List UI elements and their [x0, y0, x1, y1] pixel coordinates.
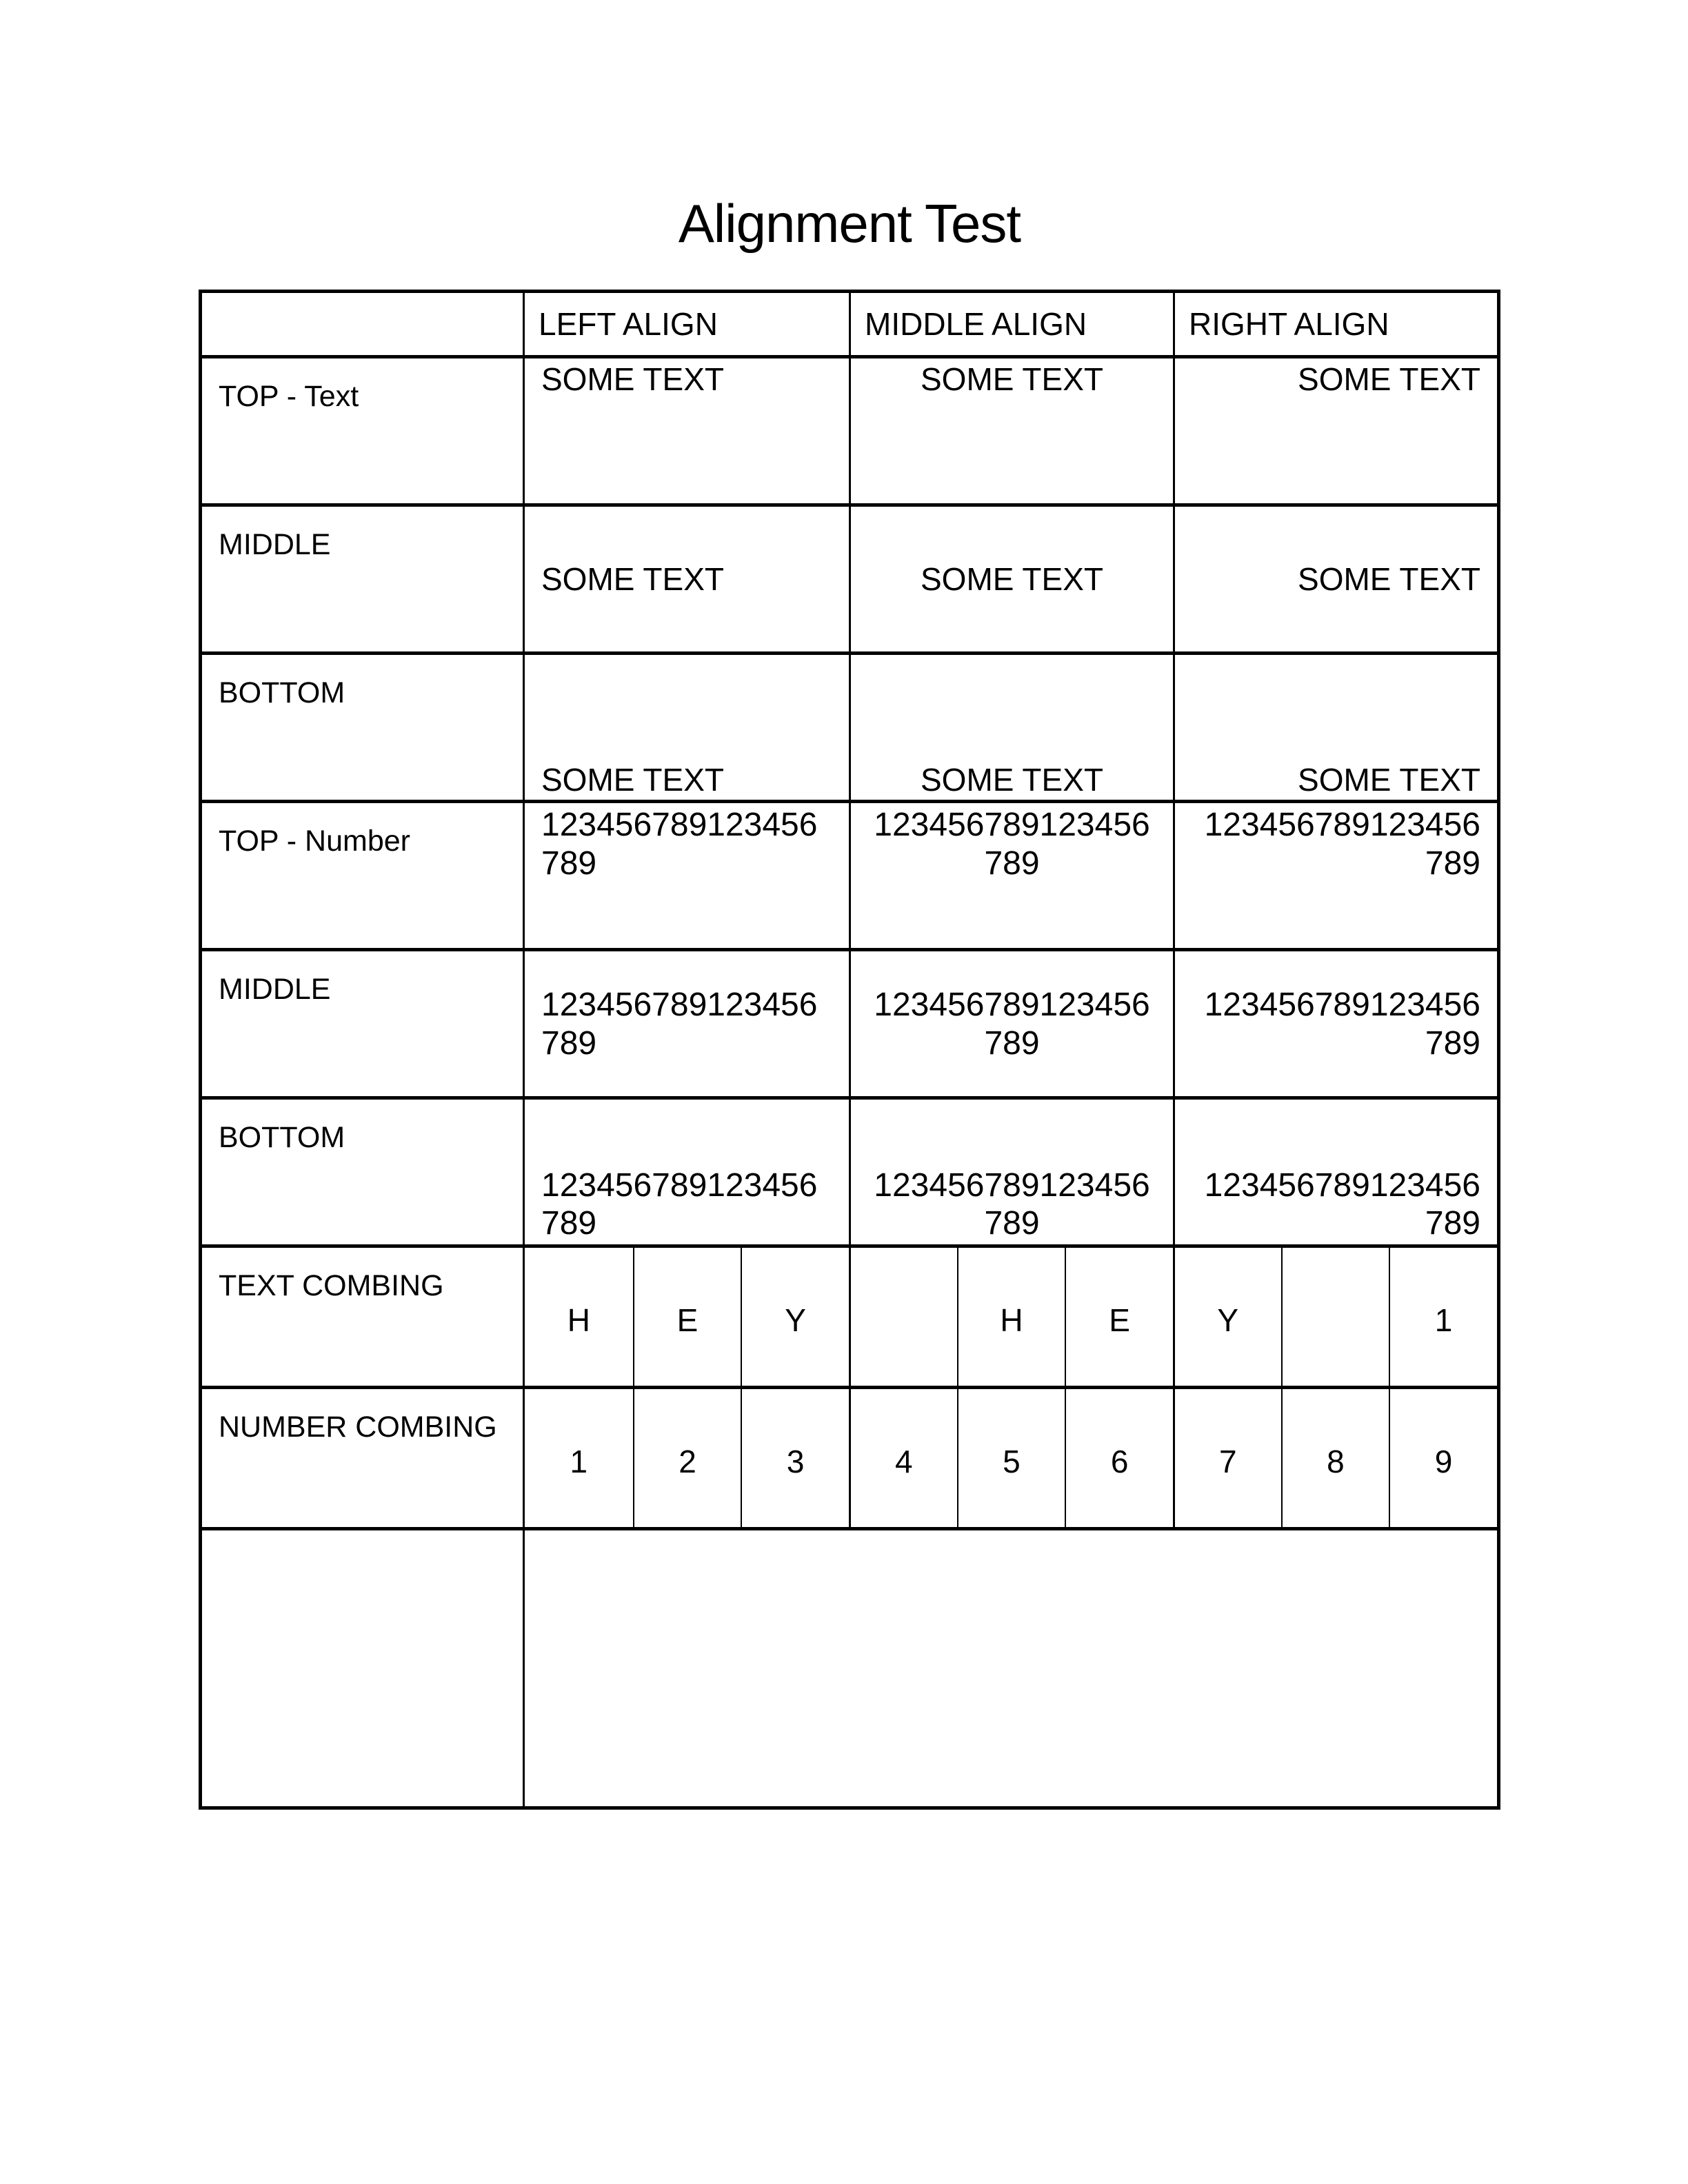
table-header-row: [202, 293, 1497, 358]
number-combing-cell-1: 1: [570, 1444, 588, 1479]
cell-top-text-middle: SOME TEXT: [849, 358, 1173, 503]
text-combing-cell-6: E: [1065, 1248, 1173, 1386]
table-row-bottom-number: [202, 1100, 1497, 1248]
row-label-top-number: TOP - Number: [202, 803, 525, 948]
cell-middle-number-left: 123456789123456789: [541, 987, 818, 1062]
row-label-number-combing: NUMBER COMBING: [202, 1389, 525, 1527]
header-cell-empty: [202, 293, 525, 355]
page-title: Alignment Test: [678, 193, 1021, 254]
cell-top-text-right: SOME TEXT: [1173, 358, 1497, 503]
table-row-empty: [202, 1530, 1497, 1806]
number-combing-cell-3: 3: [741, 1389, 849, 1527]
row-label-middle-number: MIDDLE: [202, 951, 525, 1096]
cell-middle-number-right: 123456789123456789: [1173, 951, 1497, 1096]
cell-middle-number-middle: 123456789123456789: [849, 951, 1173, 1096]
text-combing-cell-4: [849, 1248, 957, 1386]
row-label-middle-text: MIDDLE: [202, 507, 525, 651]
row-label-bottom-number: BOTTOM: [202, 1100, 525, 1244]
number-combing-cell-8: 8: [1281, 1389, 1389, 1527]
number-combing-cell-9: 9: [1389, 1389, 1497, 1527]
number-combing-cell-2: 2: [633, 1389, 741, 1527]
cell-middle-text-left: SOME TEXT: [541, 561, 724, 598]
header-cell-right-align: RIGHT ALIGN: [1173, 293, 1497, 355]
row-label-text-combing: TEXT COMBING: [202, 1248, 525, 1386]
table-row-middle-text: [202, 507, 1497, 655]
cell-middle-text-middle: SOME TEXT: [849, 507, 1173, 651]
number-combing-cell-5: 5: [957, 1389, 1065, 1527]
table-row-text-combing: [202, 1248, 1497, 1389]
cell-bottom-text-right: SOME TEXT: [1173, 655, 1497, 800]
header-cell-left-align: LEFT ALIGN: [539, 306, 718, 342]
cell-bottom-number-left: 123456789123456789: [541, 1166, 818, 1242]
row-label-empty: [202, 1530, 525, 1806]
text-combing-cell-3: Y: [741, 1248, 849, 1386]
text-combing-cell-9: 1: [1389, 1248, 1497, 1386]
text-combing-cell-7: Y: [1173, 1248, 1281, 1386]
cell-bottom-text-left: SOME TEXT: [541, 761, 724, 798]
cell-middle-text-right: SOME TEXT: [1173, 507, 1497, 651]
number-combing-cell-4: 4: [849, 1389, 957, 1527]
table-row-top-number: [202, 803, 1497, 951]
number-combing-cell-7: 7: [1173, 1389, 1281, 1527]
cell-bottom-text-middle: SOME TEXT: [849, 655, 1173, 800]
cell-empty-wide: [525, 1530, 1497, 1806]
header-cell-middle-align: MIDDLE ALIGN: [849, 293, 1173, 355]
row-label-bottom-text: BOTTOM: [202, 655, 525, 800]
text-combing-cell-1: H: [567, 1302, 590, 1338]
cell-bottom-number-middle: 123456789123456789: [849, 1100, 1173, 1244]
text-combing-cell-5: H: [957, 1248, 1065, 1386]
table-row-bottom-text: [202, 655, 1497, 803]
cell-top-text-left: SOME TEXT: [541, 361, 724, 397]
number-combing-cell-6: 6: [1065, 1389, 1173, 1527]
cell-top-number-right: 123456789123456789: [1173, 803, 1497, 948]
text-combing-cell-8: [1281, 1248, 1389, 1386]
text-combing-cell-2: E: [633, 1248, 741, 1386]
cell-top-number-middle: 123456789123456789: [849, 803, 1173, 948]
table-row-middle-number: [202, 951, 1497, 1100]
cell-top-number-left: 123456789123456789: [541, 807, 818, 882]
table-row-number-combing: [202, 1389, 1497, 1530]
alignment-table: [199, 290, 1500, 1810]
table-row-top-text: [202, 358, 1497, 507]
cell-bottom-number-right: 123456789123456789: [1173, 1100, 1497, 1244]
row-label-top-text: TOP - Text: [202, 358, 525, 503]
